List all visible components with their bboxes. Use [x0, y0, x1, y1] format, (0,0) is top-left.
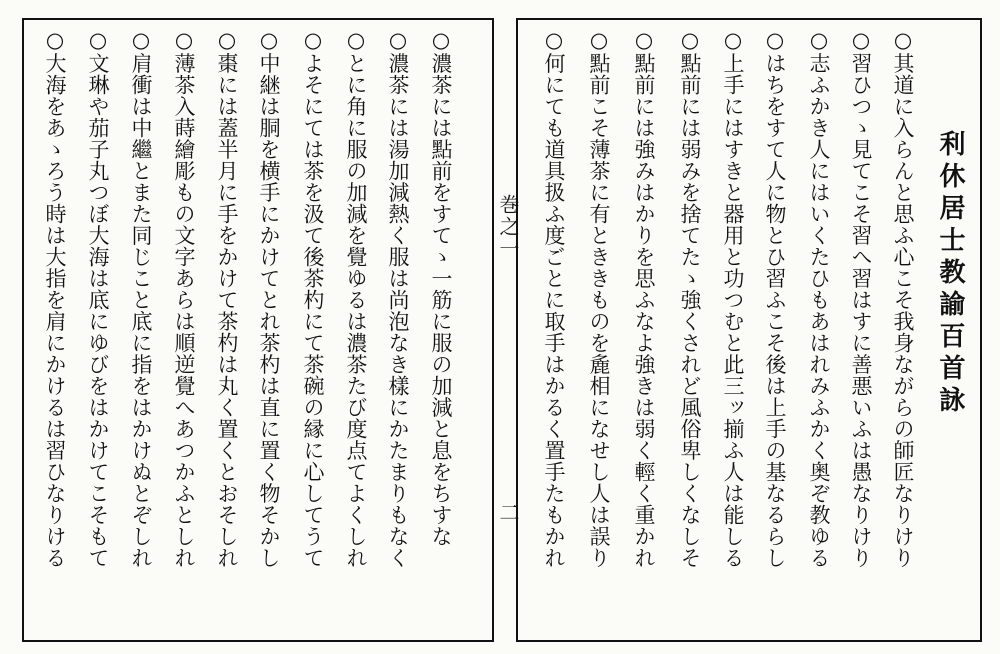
page-number: 二 — [496, 502, 520, 524]
page-title: 利休居士教諭百首詠 — [935, 130, 965, 418]
left-line-8: ○肩衝は中繼とまた同じこと底に指をはかけぬとぞしれ — [129, 28, 153, 569]
left-line-5: ○中継は胴を横手にかけてとれ茶杓は直に置く物そかし — [257, 28, 281, 569]
right-line-2: ○習ひつゝ見てこそ習へ習はすに善悪いふは愚なりけり — [849, 28, 873, 569]
gutter-rule-left — [492, 18, 494, 642]
right-line-3: ○志ふかき人にはいくたひもあはれみふかく奥ぞ教ゆる — [807, 28, 831, 569]
left-line-9: ○文琳や茄子丸つぼ大海は底にゆびをはかけてこそもて — [86, 28, 110, 569]
right-line-7: ○點前には強みはかりを思ふなよ強きは弱く輕く重かれ — [632, 28, 656, 569]
gutter-rule-right — [516, 18, 518, 642]
right-line-6: ○點前には弱みを捨てたゝ強くされど風俗卑しくなしそ — [678, 28, 702, 569]
gutter — [492, 18, 518, 642]
right-line-9: ○何にても道具扱ふ度ごとに取手はかるく置手たもかれ — [542, 28, 566, 569]
right-line-8: ○點前こそ薄茶に有とききものを麁相になせし人は誤り — [587, 28, 611, 569]
right-line-4: ○はちをすて人に物とひ習ふこそ後は上手の基なるらし — [763, 28, 787, 569]
left-line-1: ○濃茶には點前をすてゝ一筋に服の加減と息をちすな — [429, 28, 453, 547]
volume-label: 巻之一 — [496, 194, 520, 260]
right-line-5: ○上手にはすきと器用と功つむと此三ッ揃ふ人は能しる — [721, 28, 745, 569]
left-line-7: ○薄茶入蒔繪彫もの文字あらは順逆覺へあつかふとしれ — [172, 28, 196, 569]
left-line-10: ○大海をあゝろう時は大指を肩にかけるは習ひなりける — [43, 28, 67, 569]
left-line-2: ○濃茶には湯加減熱く服は尚泡なき樣にかたまりもなく — [386, 28, 410, 569]
left-line-4: ○よそにては茶を汲て後茶杓にて茶碗の縁に心してうて — [301, 28, 325, 569]
left-line-3: ○とに角に服の加減を覺ゆるは濃茶たび度点てよくしれ — [344, 28, 368, 569]
right-line-1: ○其道に入らんと思ふ心こそ我身ながらの師匠なりけり — [891, 28, 915, 569]
left-line-6: ○棗には蓋半月に手をかけて茶杓は丸く置くとおそしれ — [215, 28, 239, 569]
